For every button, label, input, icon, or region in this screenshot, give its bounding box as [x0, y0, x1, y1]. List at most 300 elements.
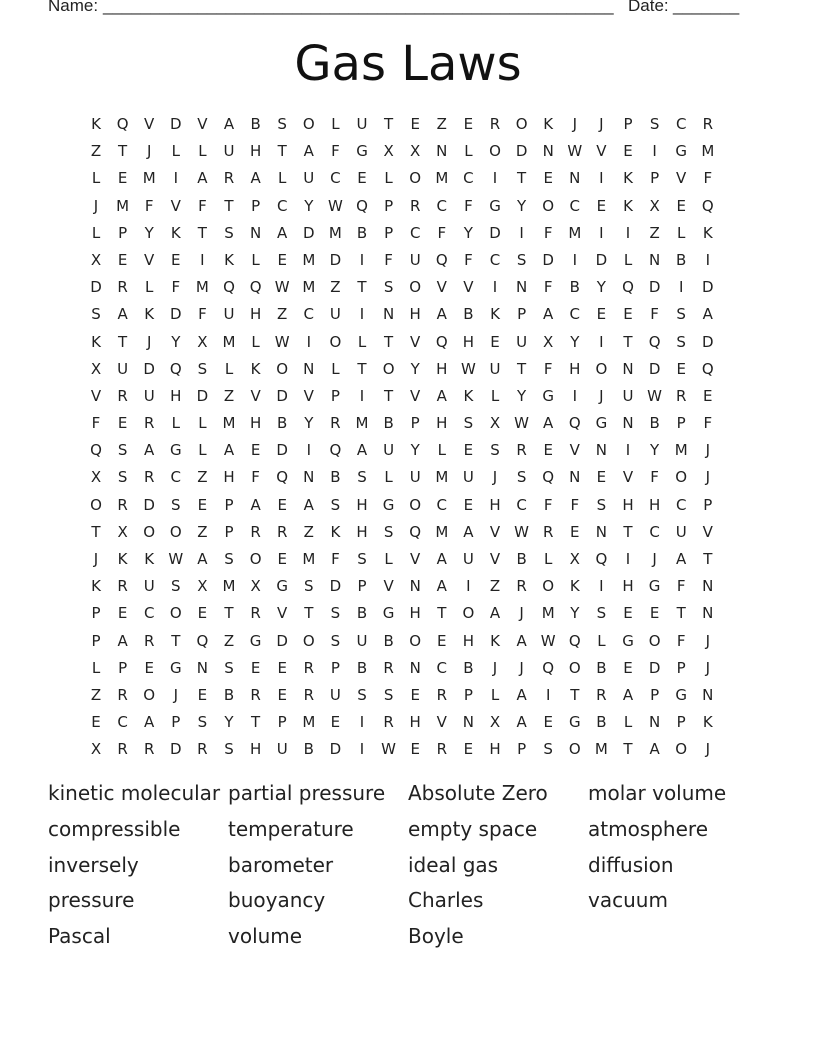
grid-letter[interactable]: F — [198, 196, 207, 215]
grid-letter[interactable]: V — [250, 386, 261, 405]
grid-letter[interactable]: X — [383, 142, 394, 161]
grid-letter[interactable]: F — [144, 196, 154, 215]
grid-letter[interactable]: E — [623, 604, 633, 623]
grid-letter[interactable]: S — [516, 468, 527, 487]
grid-letter[interactable]: F — [650, 305, 659, 324]
grid-letter[interactable]: M — [222, 332, 236, 351]
grid-letter[interactable]: M — [355, 414, 369, 433]
grid-letter[interactable]: W — [168, 550, 184, 568]
name-field[interactable]: ______________________________________________________ — [103, 0, 614, 15]
grid-letter[interactable]: L — [251, 250, 260, 269]
grid-letter[interactable]: J — [173, 685, 179, 704]
grid-letter[interactable]: Q — [595, 550, 608, 568]
grid-letter[interactable]: K — [144, 550, 155, 568]
grid-letter[interactable]: T — [384, 332, 394, 351]
grid-letter[interactable]: L — [171, 142, 180, 161]
grid-letter[interactable]: U — [409, 250, 421, 269]
grid-letter[interactable]: X — [489, 713, 501, 732]
grid-letter[interactable]: Z — [90, 142, 102, 161]
grid-letter[interactable]: Q — [648, 332, 661, 351]
grid-letter[interactable]: J — [599, 386, 604, 405]
grid-letter[interactable]: C — [303, 305, 315, 324]
grid-letter[interactable]: C — [675, 495, 687, 514]
grid-letter[interactable]: V — [436, 278, 447, 297]
grid-letter[interactable]: P — [330, 386, 340, 405]
grid-letter[interactable]: L — [91, 658, 101, 677]
grid-letter[interactable]: Y — [570, 332, 580, 351]
grid-letter[interactable]: A — [223, 441, 235, 460]
grid-letter[interactable]: C — [489, 250, 501, 269]
grid-letter[interactable]: U — [143, 386, 155, 405]
grid-letter[interactable]: D — [90, 278, 102, 297]
grid-letter[interactable]: K — [144, 305, 155, 324]
grid-letter[interactable]: Q — [435, 250, 448, 269]
grid-letter[interactable]: L — [198, 441, 207, 460]
grid-letter[interactable]: F — [570, 495, 580, 514]
grid-letter[interactable]: P — [357, 577, 367, 596]
grid-letter[interactable]: N — [303, 359, 315, 378]
grid-letter[interactable]: R — [197, 740, 208, 759]
grid-letter[interactable]: V — [170, 196, 181, 215]
grid-letter[interactable]: W — [327, 196, 343, 215]
grid-letter[interactable]: V — [410, 332, 421, 351]
grid-letter[interactable]: A — [197, 550, 208, 568]
grid-letter[interactable]: F — [171, 278, 181, 297]
grid-letter[interactable]: U — [117, 359, 129, 378]
grid-letter[interactable]: D — [648, 278, 661, 297]
grid-letter[interactable]: Y — [224, 713, 234, 732]
grid-letter[interactable]: Z — [303, 522, 314, 541]
grid-letter[interactable]: F — [676, 577, 686, 596]
grid-letter[interactable]: T — [357, 359, 367, 378]
grid-letter[interactable]: O — [568, 658, 581, 677]
grid-letter[interactable]: R — [303, 658, 315, 677]
grid-letter[interactable]: N — [702, 685, 714, 704]
grid-letter[interactable]: S — [91, 305, 101, 324]
grid-letter[interactable]: E — [623, 142, 633, 161]
grid-letter[interactable]: C — [436, 495, 448, 514]
grid-letter[interactable]: T — [304, 604, 314, 623]
grid-letter[interactable]: P — [384, 196, 394, 215]
grid-letter[interactable]: M — [302, 550, 316, 568]
grid-letter[interactable]: A — [197, 169, 208, 188]
grid-letter[interactable]: T — [676, 604, 686, 623]
grid-letter[interactable]: Q — [409, 522, 422, 541]
grid-letter[interactable]: O — [489, 142, 501, 161]
grid-letter[interactable]: A — [436, 386, 447, 405]
grid-letter[interactable]: V — [596, 142, 607, 161]
grid-letter[interactable]: S — [516, 250, 527, 269]
grid-letter[interactable]: R — [250, 685, 261, 704]
grid-letter[interactable]: R — [143, 740, 155, 759]
grid-letter[interactable]: T — [623, 522, 633, 541]
grid-letter[interactable]: U — [409, 468, 421, 487]
grid-letter[interactable]: E — [357, 169, 367, 188]
grid-letter[interactable]: P — [330, 658, 340, 677]
grid-letter[interactable]: N — [648, 250, 661, 269]
grid-letter[interactable]: H — [489, 740, 501, 759]
grid-letter[interactable]: U — [356, 115, 368, 133]
grid-letter[interactable]: B — [516, 550, 527, 568]
grid-letter[interactable]: X — [250, 577, 261, 596]
grid-letter[interactable]: F — [543, 495, 553, 514]
grid-letter[interactable]: Q — [622, 278, 634, 297]
grid-letter[interactable]: N — [622, 414, 634, 433]
grid-letter[interactable]: H — [462, 332, 475, 351]
grid-letter[interactable]: E — [410, 740, 420, 759]
grid-letter[interactable]: T — [384, 386, 394, 405]
grid-letter[interactable]: P — [463, 685, 473, 704]
grid-letter[interactable]: H — [249, 142, 262, 161]
grid-letter[interactable]: K — [224, 250, 234, 269]
grid-letter[interactable]: B — [383, 631, 394, 650]
grid-letter[interactable]: G — [382, 495, 395, 514]
grid-letter[interactable]: V — [436, 713, 447, 732]
grid-letter[interactable]: C — [143, 604, 155, 623]
grid-letter[interactable]: A — [303, 142, 314, 161]
grid-letter[interactable]: I — [306, 332, 312, 351]
grid-letter[interactable]: R — [250, 522, 261, 541]
grid-letter[interactable]: K — [250, 359, 261, 378]
grid-letter[interactable]: S — [330, 604, 341, 623]
grid-letter[interactable]: U — [356, 631, 368, 650]
grid-letter[interactable]: H — [356, 495, 368, 514]
grid-letter[interactable]: B — [223, 685, 235, 704]
grid-letter[interactable]: L — [251, 332, 260, 351]
grid-letter[interactable]: C — [675, 115, 687, 133]
grid-letter[interactable]: V — [90, 386, 102, 405]
grid-letter[interactable]: G — [276, 577, 288, 596]
grid-letter[interactable]: A — [250, 495, 261, 514]
grid-letter[interactable]: V — [410, 550, 421, 568]
grid-letter[interactable]: U — [516, 332, 528, 351]
grid-letter[interactable]: S — [596, 604, 607, 623]
grid-letter[interactable]: P — [623, 115, 633, 133]
grid-letter[interactable]: A — [516, 713, 527, 732]
grid-letter[interactable]: H — [622, 495, 634, 514]
grid-letter[interactable]: O — [409, 169, 422, 188]
grid-letter[interactable]: P — [171, 713, 181, 732]
grid-letter[interactable]: Z — [649, 223, 660, 242]
grid-letter[interactable]: G — [382, 604, 395, 623]
grid-letter[interactable]: N — [542, 142, 554, 161]
grid-letter[interactable]: G — [675, 685, 687, 704]
grid-letter[interactable]: F — [331, 142, 340, 161]
grid-letter[interactable]: B — [569, 278, 580, 297]
grid-letter[interactable]: B — [277, 414, 288, 433]
grid-letter[interactable]: U — [329, 685, 341, 704]
grid-letter[interactable]: E — [277, 685, 287, 704]
grid-letter[interactable]: F — [543, 223, 553, 242]
grid-letter[interactable]: E — [197, 685, 208, 704]
grid-letter[interactable]: A — [436, 305, 447, 324]
grid-letter[interactable]: A — [702, 305, 713, 324]
grid-letter[interactable]: R — [516, 441, 527, 460]
grid-letter[interactable]: B — [596, 713, 607, 732]
grid-letter[interactable]: R — [117, 386, 128, 405]
grid-letter[interactable]: A — [516, 631, 527, 650]
grid-letter[interactable]: J — [705, 468, 711, 487]
grid-letter[interactable]: D — [196, 386, 209, 405]
grid-letter[interactable]: G — [249, 631, 262, 650]
grid-letter[interactable]: Y — [463, 223, 473, 242]
grid-letter[interactable]: G — [595, 414, 608, 433]
grid-letter[interactable]: U — [462, 468, 474, 487]
grid-letter[interactable]: C — [436, 196, 448, 215]
grid-letter[interactable]: W — [274, 278, 290, 297]
grid-letter[interactable]: E — [277, 250, 287, 269]
grid-letter[interactable]: U — [462, 550, 474, 568]
grid-letter[interactable]: D — [170, 115, 182, 133]
grid-letter[interactable]: K — [543, 115, 554, 133]
grid-letter[interactable]: I — [572, 250, 578, 269]
grid-letter[interactable]: A — [117, 305, 128, 324]
grid-letter[interactable]: B — [649, 414, 660, 433]
grid-letter[interactable]: E — [543, 441, 553, 460]
grid-letter[interactable]: U — [622, 386, 634, 405]
grid-letter[interactable]: T — [437, 604, 447, 623]
grid-letter[interactable]: D — [170, 305, 182, 324]
grid-letter[interactable]: F — [676, 631, 686, 650]
grid-letter[interactable]: A — [144, 713, 155, 732]
grid-letter[interactable]: J — [146, 332, 152, 351]
grid-letter[interactable]: X — [90, 468, 102, 487]
grid-letter[interactable]: H — [436, 359, 448, 378]
grid-letter[interactable]: X — [90, 359, 102, 378]
grid-letter[interactable]: I — [200, 250, 205, 269]
grid-letter[interactable]: L — [331, 115, 340, 133]
grid-letter[interactable]: S — [117, 468, 128, 487]
grid-letter[interactable]: B — [676, 250, 687, 269]
grid-letter[interactable]: L — [490, 685, 500, 704]
grid-letter[interactable]: D — [170, 740, 182, 759]
grid-letter[interactable]: L — [357, 332, 367, 351]
grid-letter[interactable]: C — [463, 169, 474, 188]
grid-letter[interactable]: J — [519, 658, 524, 677]
grid-letter[interactable]: T — [251, 713, 261, 732]
grid-letter[interactable]: S — [543, 740, 553, 759]
grid-letter[interactable]: V — [676, 169, 687, 188]
grid-letter[interactable]: M — [435, 169, 449, 188]
grid-letter[interactable]: I — [466, 577, 471, 596]
grid-letter[interactable]: M — [674, 441, 688, 460]
grid-letter[interactable]: P — [650, 169, 660, 188]
grid-letter[interactable]: K — [117, 550, 128, 568]
grid-letter[interactable]: A — [144, 441, 155, 460]
grid-letter[interactable]: F — [437, 223, 447, 242]
grid-letter[interactable]: R — [436, 685, 448, 704]
grid-letter[interactable]: I — [492, 169, 498, 188]
grid-letter[interactable]: P — [650, 685, 660, 704]
grid-letter[interactable]: T — [357, 278, 367, 297]
grid-letter[interactable]: T — [224, 196, 234, 215]
grid-letter[interactable]: V — [303, 386, 314, 405]
grid-letter[interactable]: S — [224, 550, 234, 568]
grid-letter[interactable]: L — [544, 550, 553, 568]
grid-letter[interactable]: P — [384, 223, 394, 242]
grid-letter[interactable]: K — [490, 631, 500, 650]
grid-letter[interactable]: I — [678, 278, 684, 297]
grid-letter[interactable]: F — [703, 414, 713, 433]
grid-letter[interactable]: Q — [701, 359, 714, 378]
grid-letter[interactable]: I — [625, 441, 631, 460]
grid-letter[interactable]: H — [489, 495, 501, 514]
grid-letter[interactable]: Z — [197, 522, 208, 541]
grid-letter[interactable]: K — [463, 386, 474, 405]
grid-letter[interactable]: J — [599, 115, 604, 133]
grid-letter[interactable]: F — [543, 278, 553, 297]
grid-letter[interactable]: O — [90, 495, 102, 514]
grid-letter[interactable]: R — [489, 115, 501, 133]
grid-letter[interactable]: I — [173, 169, 179, 188]
grid-letter[interactable]: R — [117, 495, 128, 514]
grid-letter[interactable]: J — [93, 550, 99, 568]
grid-letter[interactable]: K — [569, 577, 580, 596]
grid-letter[interactable]: S — [596, 495, 607, 514]
grid-letter[interactable]: A — [676, 550, 687, 568]
grid-letter[interactable]: V — [489, 522, 501, 541]
grid-letter[interactable]: J — [705, 658, 711, 677]
grid-letter[interactable]: O — [675, 740, 688, 759]
grid-letter[interactable]: R — [117, 740, 128, 759]
grid-letter[interactable]: P — [517, 740, 527, 759]
grid-letter[interactable]: C — [117, 713, 128, 732]
grid-letter[interactable]: V — [144, 115, 155, 133]
grid-letter[interactable]: B — [356, 658, 368, 677]
grid-letter[interactable]: D — [329, 577, 342, 596]
grid-letter[interactable]: A — [436, 550, 447, 568]
grid-letter[interactable]: P — [703, 495, 713, 514]
grid-letter[interactable]: D — [303, 223, 315, 242]
grid-letter[interactable]: H — [249, 305, 262, 324]
grid-letter[interactable]: E — [277, 658, 287, 677]
grid-letter[interactable]: O — [169, 522, 182, 541]
grid-letter[interactable]: S — [490, 441, 500, 460]
grid-letter[interactable]: J — [705, 740, 711, 759]
grid-letter[interactable]: L — [464, 142, 473, 161]
grid-letter[interactable]: N — [409, 577, 421, 596]
grid-letter[interactable]: H — [223, 468, 235, 487]
grid-letter[interactable]: O — [409, 278, 422, 297]
grid-letter[interactable]: W — [567, 142, 583, 161]
grid-letter[interactable]: R — [409, 196, 421, 215]
grid-letter[interactable]: C — [276, 196, 288, 215]
grid-letter[interactable]: D — [542, 250, 554, 269]
grid-letter[interactable]: U — [303, 169, 315, 188]
grid-letter[interactable]: B — [463, 658, 474, 677]
grid-letter[interactable]: M — [435, 522, 449, 541]
grid-letter[interactable]: L — [597, 631, 606, 650]
grid-letter[interactable]: K — [170, 223, 181, 242]
grid-letter[interactable]: E — [171, 250, 181, 269]
grid-letter[interactable]: S — [676, 332, 686, 351]
grid-letter[interactable]: F — [543, 359, 553, 378]
grid-letter[interactable]: U — [383, 441, 395, 460]
grid-letter[interactable]: E — [410, 115, 420, 133]
grid-letter[interactable]: M — [568, 223, 582, 242]
grid-letter[interactable]: F — [384, 250, 393, 269]
grid-letter[interactable]: S — [304, 577, 314, 596]
grid-letter[interactable]: O — [382, 359, 395, 378]
grid-letter[interactable]: D — [489, 223, 501, 242]
grid-letter[interactable]: C — [516, 495, 527, 514]
grid-letter[interactable]: Y — [144, 223, 154, 242]
grid-letter[interactable]: E — [91, 713, 101, 732]
grid-letter[interactable]: E — [117, 169, 128, 188]
grid-letter[interactable]: R — [223, 169, 235, 188]
grid-letter[interactable]: P — [676, 658, 686, 677]
grid-letter[interactable]: L — [145, 278, 154, 297]
grid-letter[interactable]: R — [596, 685, 607, 704]
grid-letter[interactable]: O — [462, 604, 475, 623]
grid-letter[interactable]: M — [302, 713, 316, 732]
grid-letter[interactable]: P — [224, 495, 234, 514]
grid-letter[interactable]: H — [648, 495, 661, 514]
grid-letter[interactable]: R — [143, 468, 155, 487]
grid-letter[interactable]: L — [331, 359, 340, 378]
grid-letter[interactable]: E — [623, 658, 633, 677]
grid-letter[interactable]: L — [490, 386, 500, 405]
grid-letter[interactable]: M — [541, 604, 555, 623]
grid-letter[interactable]: M — [594, 740, 608, 759]
grid-letter[interactable]: S — [383, 278, 394, 297]
grid-letter[interactable]: T — [224, 604, 234, 623]
grid-letter[interactable]: L — [384, 550, 393, 568]
grid-letter[interactable]: R — [383, 658, 394, 677]
grid-letter[interactable]: Y — [304, 196, 314, 215]
grid-letter[interactable]: T — [384, 115, 394, 133]
grid-letter[interactable]: M — [142, 169, 156, 188]
grid-letter[interactable]: N — [515, 278, 528, 297]
grid-letter[interactable]: W — [647, 386, 663, 405]
grid-letter[interactable]: S — [463, 414, 474, 433]
grid-letter[interactable]: Y — [304, 414, 314, 433]
grid-letter[interactable]: I — [519, 223, 524, 242]
grid-letter[interactable]: S — [117, 441, 128, 460]
grid-letter[interactable]: L — [91, 169, 101, 188]
grid-letter[interactable]: A — [543, 414, 554, 433]
grid-letter[interactable]: O — [675, 468, 688, 487]
grid-letter[interactable]: L — [224, 359, 234, 378]
grid-letter[interactable]: O — [276, 359, 289, 378]
grid-letter[interactable]: D — [329, 250, 342, 269]
date-field[interactable]: _______ — [673, 0, 740, 15]
grid-letter[interactable]: P — [517, 305, 527, 324]
grid-letter[interactable]: N — [648, 713, 661, 732]
grid-letter[interactable]: R — [303, 685, 315, 704]
grid-letter[interactable]: O — [409, 631, 422, 650]
grid-letter[interactable]: I — [306, 441, 312, 460]
grid-letter[interactable]: O — [568, 740, 581, 759]
grid-letter[interactable]: G — [675, 142, 687, 161]
grid-letter[interactable]: S — [330, 631, 341, 650]
grid-letter[interactable]: Q — [568, 631, 581, 650]
grid-letter[interactable]: R — [117, 577, 128, 596]
grid-letter[interactable]: A — [277, 223, 288, 242]
grid-letter[interactable]: E — [277, 495, 287, 514]
grid-letter[interactable]: D — [276, 631, 288, 650]
grid-letter[interactable]: D — [276, 386, 288, 405]
grid-letter[interactable]: R — [383, 713, 394, 732]
grid-letter[interactable]: Z — [277, 305, 288, 324]
grid-letter[interactable]: Q — [701, 196, 714, 215]
grid-letter[interactable]: R — [516, 577, 527, 596]
grid-letter[interactable]: X — [489, 414, 501, 433]
grid-letter[interactable]: M — [116, 196, 130, 215]
grid-letter[interactable]: H — [462, 631, 475, 650]
grid-letter[interactable]: E — [197, 495, 208, 514]
grid-letter[interactable]: C — [569, 305, 581, 324]
